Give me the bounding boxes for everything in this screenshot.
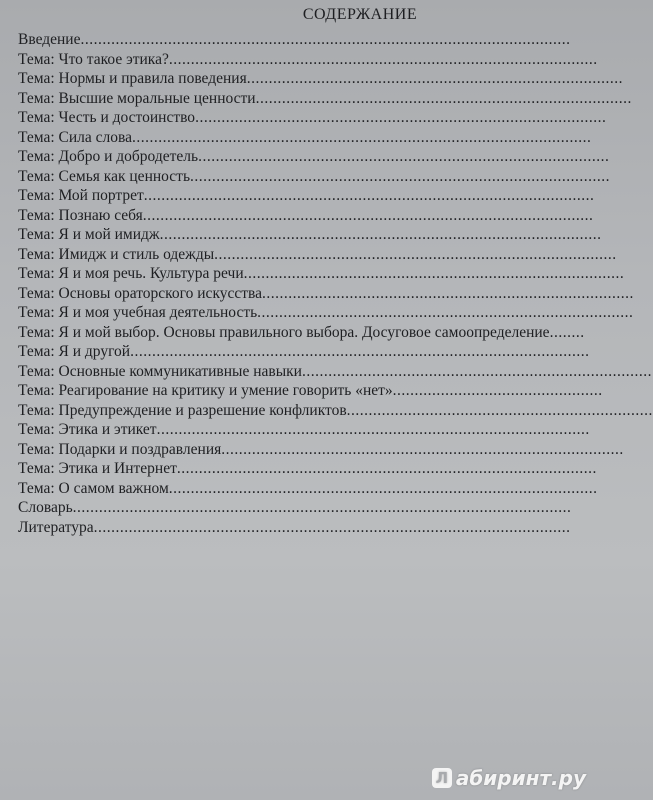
toc-dot-leader: ....................................................................................................... [142, 206, 594, 224]
toc-dot-leader: ................................................................................................ [176, 460, 597, 477]
toc-entry [18, 89, 632, 109]
toc-entry [18, 147, 618, 167]
toc-dot-leader: ................................................................................................................ [80, 31, 571, 48]
toc-dot-leader: .................................................................................................. [168, 50, 598, 68]
toc-dot-leader: ....................................................................................... [243, 265, 625, 282]
toc-entry-label: Тема: Я и моя речь. Культура речи [18, 265, 244, 282]
toc-entry [18, 342, 618, 362]
toc-dot-leader: ................................................................................................ [190, 167, 611, 185]
toc-dot-leader: .................................................................................................. [168, 479, 598, 497]
toc-entry [18, 186, 618, 206]
toc-entry [18, 128, 618, 148]
toc-entry [18, 206, 618, 226]
toc-entry-label: Тема: О самом важном [18, 479, 169, 497]
toc-dot-leader: ............................................................................................ [221, 440, 624, 458]
toc-entry-label: Тема: Реагирование на критику и умение говорить «нет» [18, 382, 393, 399]
toc-dot-leader: ..................................................................................... [262, 284, 634, 302]
toc-entry-label: Тема: Я и моя учебная деятельность [18, 304, 258, 321]
toc-entry-label: Тема: Сила слова [18, 128, 133, 146]
toc-entry [18, 381, 618, 401]
toc-dot-leader: .............................................................................................. [195, 109, 607, 126]
toc-entry-label: Тема: Семья как ценность [18, 167, 191, 185]
toc-entry [18, 498, 618, 518]
toc-entry-label: Тема: Имидж и стиль одежды [18, 245, 215, 263]
toc-entry-label: Тема: Что такое этика? [18, 50, 169, 68]
toc-entry-label: Литература [18, 518, 94, 536]
toc-entry-label: Тема: Я и другой [18, 343, 131, 360]
toc-entry [18, 479, 618, 499]
table-of-contents [18, 30, 653, 537]
toc-dot-leader: ................................................................................ [301, 362, 652, 380]
toc-dot-leader: ............................................................................................ [214, 245, 617, 263]
toc-dot-leader: ...................................................................................... [246, 70, 623, 87]
watermark [432, 766, 586, 790]
toc-entry [18, 264, 625, 284]
toc-entry-label: Тема: Познаю себя [18, 206, 143, 224]
toc-entry-label: Тема: Добро и добродетель [18, 148, 199, 165]
toc-dot-leader: ..................................................................................................... [159, 226, 602, 243]
toc-entry [18, 323, 618, 343]
toc-entry [18, 303, 634, 323]
toc-dot-leader: ................................................................................................... [156, 421, 590, 438]
page-title: СОДЕРЖАНИЕ [302, 6, 418, 23]
toc-dot-leader: .............................................................................................. [198, 148, 610, 165]
toc-entry [18, 420, 618, 440]
toc-entry-label: Тема: Высшие моральные ценности [18, 89, 256, 107]
toc-entry [18, 459, 618, 479]
toc-entry-label: Словарь [18, 499, 73, 516]
toc-entry-label: Тема: Подарки и поздравления [18, 440, 222, 458]
labyrinth-logo-icon: Л [432, 768, 452, 788]
toc-dot-leader: ............................................................................................................. [93, 518, 571, 536]
toc-entry [18, 225, 618, 245]
toc-entry-label: Тема: Мой портрет [18, 187, 144, 204]
toc-entry [18, 245, 618, 265]
toc-entry-label: Тема: Предупреждение и разрешение конфликтов [18, 401, 347, 419]
toc-dot-leader: ......................................................................................................... [130, 343, 590, 360]
toc-entry-label: Тема: Я и мой имидж [18, 226, 160, 243]
toc-entry [18, 518, 618, 538]
toc-entry [18, 401, 653, 421]
toc-entry [18, 30, 618, 50]
toc-dot-leader: ........ [549, 323, 585, 341]
toc-dot-leader: .................................................................................................................. [72, 499, 572, 516]
toc-entry-label: Тема: Честь и достоинство [18, 109, 196, 126]
toc-dot-leader: ................................................ [392, 382, 603, 399]
toc-dot-leader: ...................................................................................... [257, 304, 634, 321]
toc-entry [18, 284, 634, 304]
toc-entry-label: Тема: Нормы и правила поведения [18, 70, 247, 87]
toc-entry-label: Тема: Этика и Интернет [18, 460, 177, 477]
toc-dot-leader: ...................................................................... [346, 401, 653, 419]
watermark-text: абиринт.ру [455, 766, 586, 790]
toc-dot-leader: ....................................................................................................... [143, 187, 595, 204]
toc-entry [18, 50, 618, 70]
toc-entry [18, 440, 624, 460]
toc-entry-label: Тема: Основные коммуникативные навыки [18, 362, 302, 380]
toc-entry-label: Введение [18, 31, 81, 48]
toc-entry [18, 167, 618, 187]
toc-entry [18, 362, 652, 382]
toc-entry-label: Тема: Основы ораторского искусства [18, 284, 263, 302]
toc-entry [18, 108, 618, 128]
toc-entry [18, 69, 623, 89]
toc-entry-label: Тема: Этика и этикет [18, 421, 157, 438]
toc-dot-leader: ...................................................................................... [255, 89, 632, 107]
toc-entry-label: Тема: Я и мой выбор. Основы правильного выбора. Досуговое самоопределение [18, 323, 550, 341]
toc-dot-leader: ......................................................................................................... [132, 128, 592, 146]
